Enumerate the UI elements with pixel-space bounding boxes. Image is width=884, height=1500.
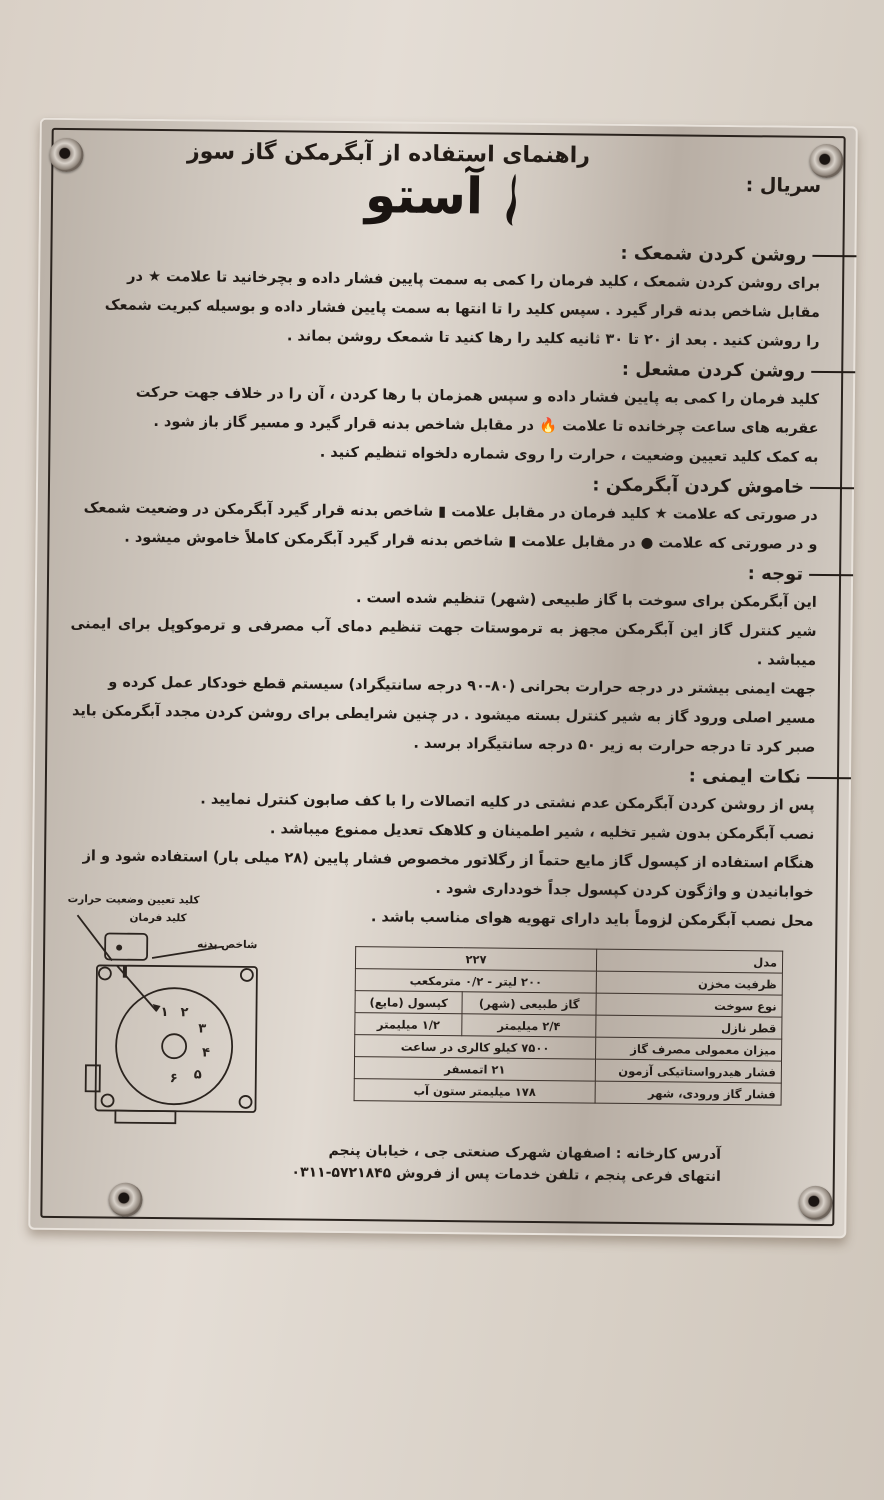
spec-label: ظرفیت مخزن [596, 971, 782, 995]
spec-value: ۱/۲ میلیمتر [355, 1013, 462, 1036]
factory-address [65, 1137, 721, 1188]
address-line: انتهای فرعی پنجم ، تلفن خدمات پس از فروش ۵۷۲۱۸۴۵-۰۳۱۱ [291, 1164, 721, 1185]
text-line: در صورتی که علامت ★ کلید فرمان در مقابل علامت ▮ شاخص بدنه قرار گیرد آبگرمکن در وضعیت شمعک [83, 500, 818, 524]
text-line: جهت ایمنی بیشتر در درجه حرارت بحرانی (۸۰-۹۰ درجه سانتیگراد) سیستم قطع خودکار عمل کرده و [108, 674, 816, 698]
brand-row [75, 163, 822, 241]
section-turn-off [71, 469, 818, 560]
dial-mark: ۲ [180, 1005, 189, 1021]
dial-mark: ۶ [169, 1071, 178, 1087]
spec-value: گاز طبیعی (شهر) [462, 992, 596, 1015]
text-line: نصب آبگرمکن بدون شیر تخلیه ، شیر اطمینان و کلاهک تعدیل ممنوع میباشد . [269, 821, 815, 843]
spec-value: ۲۰۰ لیتر - ۰/۲ مترمکعب [355, 969, 596, 994]
section-rule [810, 486, 854, 488]
brand-name: آستو [364, 166, 484, 226]
text-line: صبر کرد تا درجه حرارت به زیر ۵۰ درجه سانتیگراد برسد . [413, 735, 816, 756]
dial-mark: ۵ [193, 1067, 202, 1083]
thermostat-knob-label: کلید تعیین وضعیت حرارت [67, 893, 200, 907]
section-rule [812, 254, 856, 256]
text-line: عقربه های ساعت چرخانده تا علامت 🔥 در مقابل شاخص بدنه قرار گیرد و مسیر گاز باز شود . [153, 413, 819, 437]
spec-value: کپسول (مایع) [355, 991, 462, 1014]
spec-label: قطر نازل [596, 1015, 782, 1039]
spec-label: فشار هیدرواستاتیکی آزمون [595, 1059, 781, 1083]
text-line: شیر کنترل گاز این آبگرمکن مجهز به ترموستات جهت تنظیم دمای آب مصرفی و ترموکوپل برای ایمنی میباشد . [70, 616, 817, 669]
dial-mark: ۳ [198, 1021, 207, 1037]
spec-value: ۷۵۰۰ کیلو کالری در ساعت [355, 1035, 596, 1060]
table-row [354, 1079, 781, 1105]
text-line: را روشن کنید . بعد از ۲۰ تا ۳۰ ثانیه کلید را رها کنید تا شمعک روشن بماند . [286, 328, 820, 350]
text-line: خوابانیدن و واژگون کردن کپسول جداً خودداری شود . [435, 880, 814, 901]
text-line: مسیر اصلی ورود گاز به شیر کنترل بسته میشود . در چنین شرایطی برای روشن کردن مجدد آبگرمکن باید [71, 703, 816, 727]
plate-content [64, 132, 821, 1218]
control-knob-label: کلید فرمان [129, 911, 187, 925]
text-line: و در صورتی که علامت ● در مقابل علامت ▮ شاخص بدنه قرار گیرد آبگرمکن کاملاً خاموش میشود . [124, 529, 818, 553]
control-valve-diagram [55, 885, 288, 1127]
text-line: برای روشن کردن شمعک ، کلید فرمان را کمی به سمت پایین فشار داده و بچرخانید تا علامت ★ در [127, 268, 821, 292]
spec-label: میزان معمولی مصرف گاز [596, 1037, 782, 1061]
section-light-pilot [73, 237, 820, 357]
water-heater-nameplate [28, 118, 858, 1239]
section-light-burner [72, 353, 819, 473]
spec-value: ۲/۴ میلیمتر [462, 1014, 596, 1037]
text-line: کلید فرمان را کمی به پایین فشار داده و سپس همزمان با رها کردن ، آن را در خلاف جهت حرکت [135, 384, 820, 408]
dial-mark: ۱ [160, 1005, 169, 1021]
text-line: به کمک کلید تعیین وضعیت ، حرارت را روی شماره دلخواه تنظیم کنید . [319, 444, 819, 466]
section-note [69, 556, 817, 763]
text-line: هنگام استفاده از کپسول گاز مایع حتماً از رگلاتور مخصوص فشار پایین (۲۸ میلی بار) استفاده شود و از [82, 848, 815, 872]
brand-logo [365, 166, 519, 226]
text-line: محل نصب آبگرمکن لزوماً باید دارای تهویه هوای مناسب باشد . [370, 909, 814, 930]
plate-title: راهنمای استفاده از آبگرمکن گاز سوز [186, 139, 591, 169]
flame-logo-icon [504, 174, 519, 226]
text-line: پس از روشن کردن آبگرمکن عدم نشتی در کلیه اتصالات را با کف صابون کنترل نمایید . [200, 791, 815, 814]
section-title: روشن کردن مشعل : [621, 358, 806, 382]
spec-label: مدل [596, 949, 782, 973]
spec-label: فشار گاز ورودی، شهر [595, 1081, 781, 1105]
serial-label: سریال : [745, 174, 822, 197]
section-rule [807, 776, 851, 778]
section-title: توجه : [747, 563, 804, 585]
spec-value: ۲۲۷ [355, 947, 596, 972]
address-line: آدرس کارخانه : اصفهان شهرک صنعتی جی ، خیابان پنجم [328, 1142, 722, 1163]
section-rule [811, 370, 855, 372]
section-title: خاموش کردن آبگرمکن : [592, 474, 805, 498]
section-title: نکات ایمنی : [688, 765, 802, 788]
text-line: مقابل شاخص بدنه قرار گیرد . سپس کلید را تا انتها به سمت پایین فشار داده و بوسیله کبریت شمعک [104, 297, 820, 321]
spec-label: نوع سوخت [596, 993, 782, 1017]
spec-value: ۱۷۸ میلیمتر ستون آب [354, 1079, 595, 1104]
dial-mark: ۴ [201, 1045, 211, 1061]
section-rule [809, 573, 853, 575]
text-line: این آبگرمکن برای سوخت با گاز طبیعی (شهر) تنظیم شده است . [355, 590, 817, 611]
section-title: روشن کردن شمعک : [620, 242, 807, 266]
spec-value: ۲۱ اتمسفر [354, 1057, 595, 1082]
spec-table [354, 946, 784, 1105]
body-indicator-label: شاخص بدنه [197, 938, 258, 952]
